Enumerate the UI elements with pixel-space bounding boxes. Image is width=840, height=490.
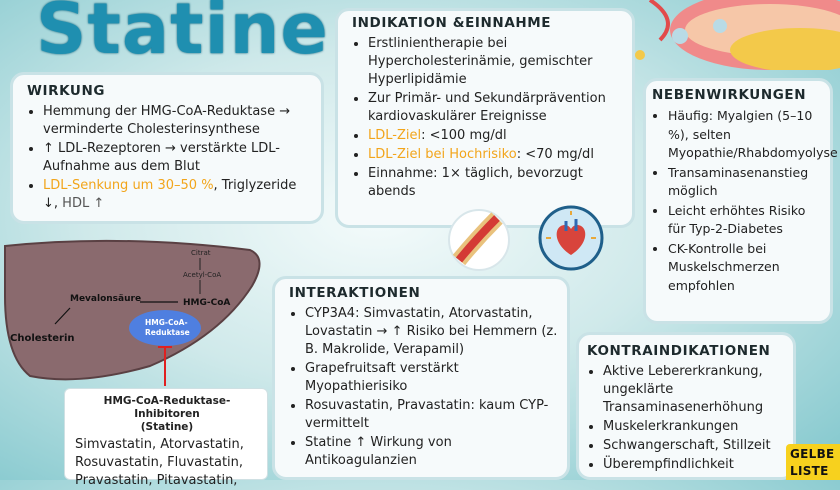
statine-info-box — [64, 388, 268, 488]
list-item: • LDL-Ziel bei Hochrisiko: <70 mg/dl — [368, 146, 624, 164]
list-item: • Zur Primär- und Sekundärprävention kardiovaskulärer Ereignisse — [368, 90, 624, 126]
list-item: • Aktive Lebererkrankung, ungeklärte Transaminasenerhöhung — [603, 363, 785, 417]
artery-icon — [447, 208, 511, 272]
list-item: • Leicht erhöhtes Risiko für Typ-2-Diabetes — [668, 202, 824, 239]
hmg-label: HMG-CoA — [183, 298, 231, 308]
kontraindikationen-heading: KONTRAINDIKATIONEN — [587, 343, 771, 359]
highlight-text: LDL-Ziel — [368, 128, 422, 143]
cholesterin-label: Cholesterin — [10, 333, 75, 344]
heart-icon — [538, 205, 604, 271]
list-item: • Häufig: Myalgien (5–10 %), selten Myopathie/Rhabdomyolyse — [668, 107, 824, 163]
citrat-label: Citrat — [191, 249, 211, 257]
brand-badge: GELBE LISTE — [786, 444, 840, 480]
highlight-text: LDL-Ziel bei Hochrisiko — [368, 147, 517, 162]
list-item: • Transaminasenanstieg möglich — [668, 164, 824, 201]
list-item: • CYP3A4: Simvastatin, Atorvastatin, Lovastatin → ↑ Risiko bei Hemmern (z. B. Makrolide, Verapamil) — [305, 305, 559, 359]
nebenwirkungen-card — [643, 78, 838, 324]
indikation-heading: INDIKATION &EINNAHME — [352, 15, 552, 31]
list-item: • CK-Kontrolle bei Muskelschmerzen empfohlen — [668, 240, 824, 296]
enzyme-label-1: HMG-CoA- — [145, 318, 188, 327]
highlight-text: LDL-Senkung um 30–50 % — [43, 178, 214, 193]
statine-title-2: (Statine) — [140, 421, 194, 433]
blood-vessel-illustration — [620, 0, 840, 70]
indikation-card — [335, 8, 635, 228]
acetyl-label: Acetyl-CoA — [183, 271, 222, 279]
list-item: • LDL-Senkung um 30–50 %, Triglyzeride ↓, HDL ↑ — [43, 177, 311, 213]
list-item: • Grapefruitsaft verstärkt Myopathierisiko — [305, 360, 559, 396]
list-item: • Erstlinientherapie bei Hypercholesterinämie, gemischter Hyperlipidämie — [368, 35, 624, 89]
page-title: Statine — [36, 0, 329, 70]
list-item: • Überempfindlichkeit — [603, 456, 785, 474]
list-item: • LDL-Ziel: <100 mg/dl — [368, 127, 624, 145]
enzyme-label-2: Reduktase — [145, 328, 190, 337]
mevalon-label: Mevalonsäure — [70, 294, 142, 304]
list-item: • Muskelerkrankungen — [603, 418, 785, 436]
interaktionen-card — [272, 276, 570, 480]
wirkung-card — [10, 72, 324, 224]
statine-title-1: HMG-CoA-Reduktase-Inhibitoren — [103, 395, 231, 420]
nebenwirkungen-heading: NEBENWIRKUNGEN — [652, 87, 807, 103]
list-item: • Statine ↑ Wirkung von Antikoagulanzien — [305, 434, 559, 470]
kontraindikationen-card — [576, 332, 796, 480]
list-item: • Rosuvastatin, Pravastatin: kaum CYP-vermittelt — [305, 397, 559, 433]
statine-list: Simvastatin, Atorvastatin, Rosuvastatin, Fluvastatin, Pravastatin, Pitavastatin, — [75, 437, 244, 488]
interaktionen-heading: INTERAKTIONEN — [289, 285, 421, 301]
list-item: • ↑ LDL-Rezeptoren → verstärkte LDL-Aufnahme aus dem Blut — [43, 140, 311, 176]
list-item: • Schwangerschaft, Stillzeit — [603, 437, 785, 455]
list-item: • Einnahme: 1× täglich, bevorzugt abends — [368, 165, 624, 201]
liver-diagram — [0, 236, 300, 386]
wirkung-heading: WIRKUNG — [27, 83, 106, 99]
list-item: • Hemmung der HMG-CoA-Reduktase → verminderte Cholesterinsynthese — [43, 103, 311, 139]
